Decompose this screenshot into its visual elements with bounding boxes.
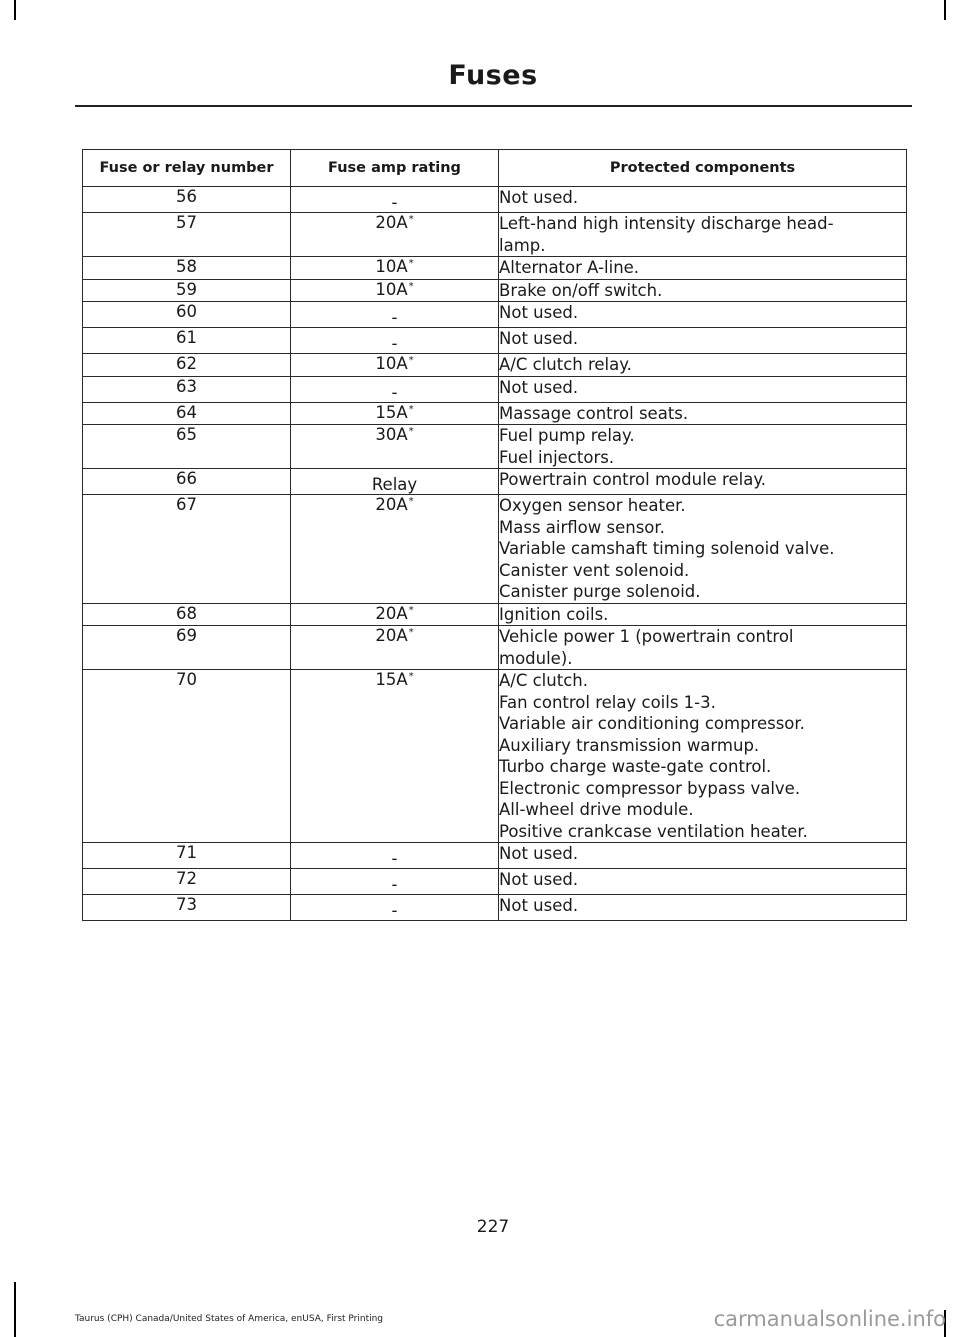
component-line: Variable air conditioning compressor. — [499, 714, 805, 733]
table-row — [83, 626, 907, 670]
fuse-table — [82, 149, 907, 921]
footnote-marker: * — [408, 403, 414, 415]
amp-rating-cell — [291, 402, 499, 425]
fuse-number-cell: 68 — [83, 603, 291, 626]
fuse-number-cell: 61 — [83, 328, 291, 354]
component-line: All-wheel drive module. — [499, 800, 694, 819]
amp-rating-cell — [291, 354, 499, 377]
amp-rating-value: - — [391, 308, 398, 327]
protected-components-cell — [499, 279, 907, 302]
amp-rating-value: - — [391, 382, 398, 402]
component-line: Positive crankcase ventilation heater. — [499, 821, 808, 841]
table-row — [83, 187, 907, 213]
amp-rating-value: 10A — [375, 279, 408, 299]
fuse-number-cell: 63 — [83, 376, 291, 402]
protected-components-cell — [499, 425, 907, 469]
protected-components-cell — [499, 328, 907, 354]
table-row — [83, 670, 907, 843]
protected-components-cell — [499, 376, 907, 402]
footnote-marker: * — [408, 355, 414, 366]
component-line: Mass airflow sensor. — [499, 517, 665, 537]
fuse-number-cell: 56 — [83, 187, 291, 213]
component-line: Fan control relay coils 1-3. — [499, 692, 716, 712]
table-row — [83, 603, 907, 626]
protected-components-cell — [499, 603, 907, 626]
component-line: Massage control seats. — [499, 403, 689, 423]
amp-rating-cell — [291, 279, 499, 302]
amp-rating-value: Relay — [371, 475, 418, 494]
fuse-number-cell: 67 — [83, 495, 291, 604]
amp-rating-cell — [291, 213, 499, 257]
amp-rating-cell — [291, 869, 499, 895]
amp-rating-value: - — [391, 193, 398, 212]
table-row — [83, 257, 907, 280]
fuse-number-cell: 66 — [83, 469, 291, 495]
footnote-marker: * — [408, 671, 414, 682]
amp-rating-cell — [291, 376, 499, 402]
amp-rating-value: 20A — [375, 626, 408, 645]
component-line: A/C clutch relay. — [499, 355, 632, 374]
footnote-marker: * — [408, 258, 414, 269]
footer-text: Taurus (CPH) Canada/United States of America, enUSA, First Printing — [75, 1314, 384, 1324]
component-line: Auxiliary transmission warmup. — [499, 735, 760, 755]
table-row — [83, 843, 907, 869]
amp-rating-cell — [291, 843, 499, 869]
amp-rating-value: 20A — [375, 213, 408, 232]
protected-components-cell — [499, 495, 907, 604]
protected-components-cell — [499, 187, 907, 213]
fuse-number-cell: 72 — [83, 869, 291, 895]
table-row — [83, 895, 907, 921]
fuse-number-cell: 69 — [83, 626, 291, 670]
amp-rating-value: - — [391, 875, 398, 894]
table-row — [83, 328, 907, 354]
component-line: Not used. — [499, 303, 579, 322]
component-line: Alternator A-line. — [499, 258, 640, 277]
watermark: carmanualsonline.info — [713, 1307, 946, 1331]
amp-rating-value: 30A — [375, 425, 408, 444]
amp-rating-cell — [291, 257, 499, 280]
footnote-marker: * — [408, 426, 414, 437]
fuse-number-cell: 62 — [83, 354, 291, 377]
fuse-number-cell: 57 — [83, 213, 291, 257]
amp-rating-value: 10A — [375, 354, 408, 373]
amp-rating-cell — [291, 425, 499, 469]
component-line: Not used. — [499, 844, 579, 863]
fuse-number-cell: 73 — [83, 895, 291, 921]
amp-rating-cell — [291, 495, 499, 604]
protected-components-cell — [499, 895, 907, 921]
crop-mark-top-right — [944, 0, 946, 20]
table-row — [83, 869, 907, 895]
table-row — [83, 425, 907, 469]
fuse-number-cell: 60 — [83, 302, 291, 328]
amp-rating-value: - — [391, 334, 398, 353]
amp-rating-cell — [291, 328, 499, 354]
fuse-number-cell: 70 — [83, 670, 291, 843]
table-row — [83, 469, 907, 495]
table-row — [83, 376, 907, 402]
table-header-row — [83, 150, 907, 187]
fuse-number-cell: 64 — [83, 402, 291, 425]
component-line: Not used. — [499, 896, 579, 915]
protected-components-cell — [499, 354, 907, 377]
component-line: Vehicle power 1 (powertrain control — [499, 627, 794, 646]
protected-components-cell — [499, 257, 907, 280]
component-line: Oxygen sensor heater. — [499, 496, 686, 515]
column-header-amp-rating: Fuse amp rating — [291, 150, 499, 187]
component-line: Not used. — [499, 870, 579, 889]
amp-rating-cell — [291, 603, 499, 626]
footnote-marker: * — [408, 627, 414, 638]
protected-components-cell — [499, 869, 907, 895]
amp-rating-cell — [291, 187, 499, 213]
fuse-number-cell: 71 — [83, 843, 291, 869]
component-line: module). — [499, 648, 573, 668]
component-line: A/C clutch. — [499, 671, 588, 690]
component-line: Fuel injectors. — [499, 447, 615, 467]
component-line: Variable camshaft timing solenoid valve. — [499, 539, 835, 558]
protected-components-cell — [499, 302, 907, 328]
crop-mark-bottom-left — [14, 1282, 16, 1337]
table-row — [83, 279, 907, 302]
component-line: Canister vent solenoid. — [499, 560, 690, 580]
header-divider — [75, 105, 912, 107]
amp-rating-value: 15A — [375, 402, 408, 422]
protected-components-cell — [499, 626, 907, 670]
fuse-table-body — [83, 187, 907, 921]
footnote-marker: * — [408, 214, 414, 225]
component-line: Not used. — [499, 329, 579, 348]
component-line: Fuel pump relay. — [499, 426, 635, 445]
component-line: lamp. — [499, 235, 546, 255]
protected-components-cell — [499, 402, 907, 425]
table-row — [83, 402, 907, 425]
table-row — [83, 302, 907, 328]
component-line: Electronic compressor bypass valve. — [499, 778, 801, 798]
amp-rating-cell — [291, 895, 499, 921]
protected-components-cell — [499, 843, 907, 869]
component-line: Not used. — [499, 188, 579, 207]
fuse-number-cell: 58 — [83, 257, 291, 280]
amp-rating-value: 20A — [375, 495, 408, 514]
amp-rating-value: - — [391, 849, 398, 868]
fuse-number-cell: 59 — [83, 279, 291, 302]
page-title: Fuses — [448, 60, 538, 91]
footnote-marker: * — [408, 280, 414, 292]
table-row — [83, 354, 907, 377]
amp-rating-cell — [291, 670, 499, 843]
footnote-marker: * — [408, 496, 414, 507]
component-line: Turbo charge waste-gate control. — [499, 757, 772, 776]
amp-rating-cell — [291, 302, 499, 328]
column-header-protected-components: Protected components — [499, 150, 907, 187]
amp-rating-value: - — [391, 901, 398, 920]
component-line: Powertrain control module relay. — [499, 470, 766, 489]
protected-components-cell — [499, 670, 907, 843]
protected-components-cell — [499, 469, 907, 495]
page-number: 227 — [476, 1217, 510, 1237]
component-line: Not used. — [499, 377, 579, 397]
amp-rating-cell — [291, 469, 499, 495]
table-row — [83, 213, 907, 257]
amp-rating-value: 10A — [375, 257, 408, 276]
protected-components-cell — [499, 213, 907, 257]
column-header-fuse-number: Fuse or relay number — [83, 150, 291, 187]
fuse-number-cell: 65 — [83, 425, 291, 469]
component-line: Ignition coils. — [499, 604, 609, 624]
amp-rating-cell — [291, 626, 499, 670]
component-line: Left-hand high intensity discharge head- — [499, 214, 834, 233]
component-line: Canister purge solenoid. — [499, 582, 701, 601]
component-line: Brake on/off switch. — [499, 280, 663, 300]
amp-rating-value: 20A — [375, 603, 408, 623]
amp-rating-value: 15A — [375, 670, 408, 689]
footnote-marker: * — [408, 604, 414, 616]
table-row — [83, 495, 907, 604]
crop-mark-top-left — [14, 0, 16, 20]
